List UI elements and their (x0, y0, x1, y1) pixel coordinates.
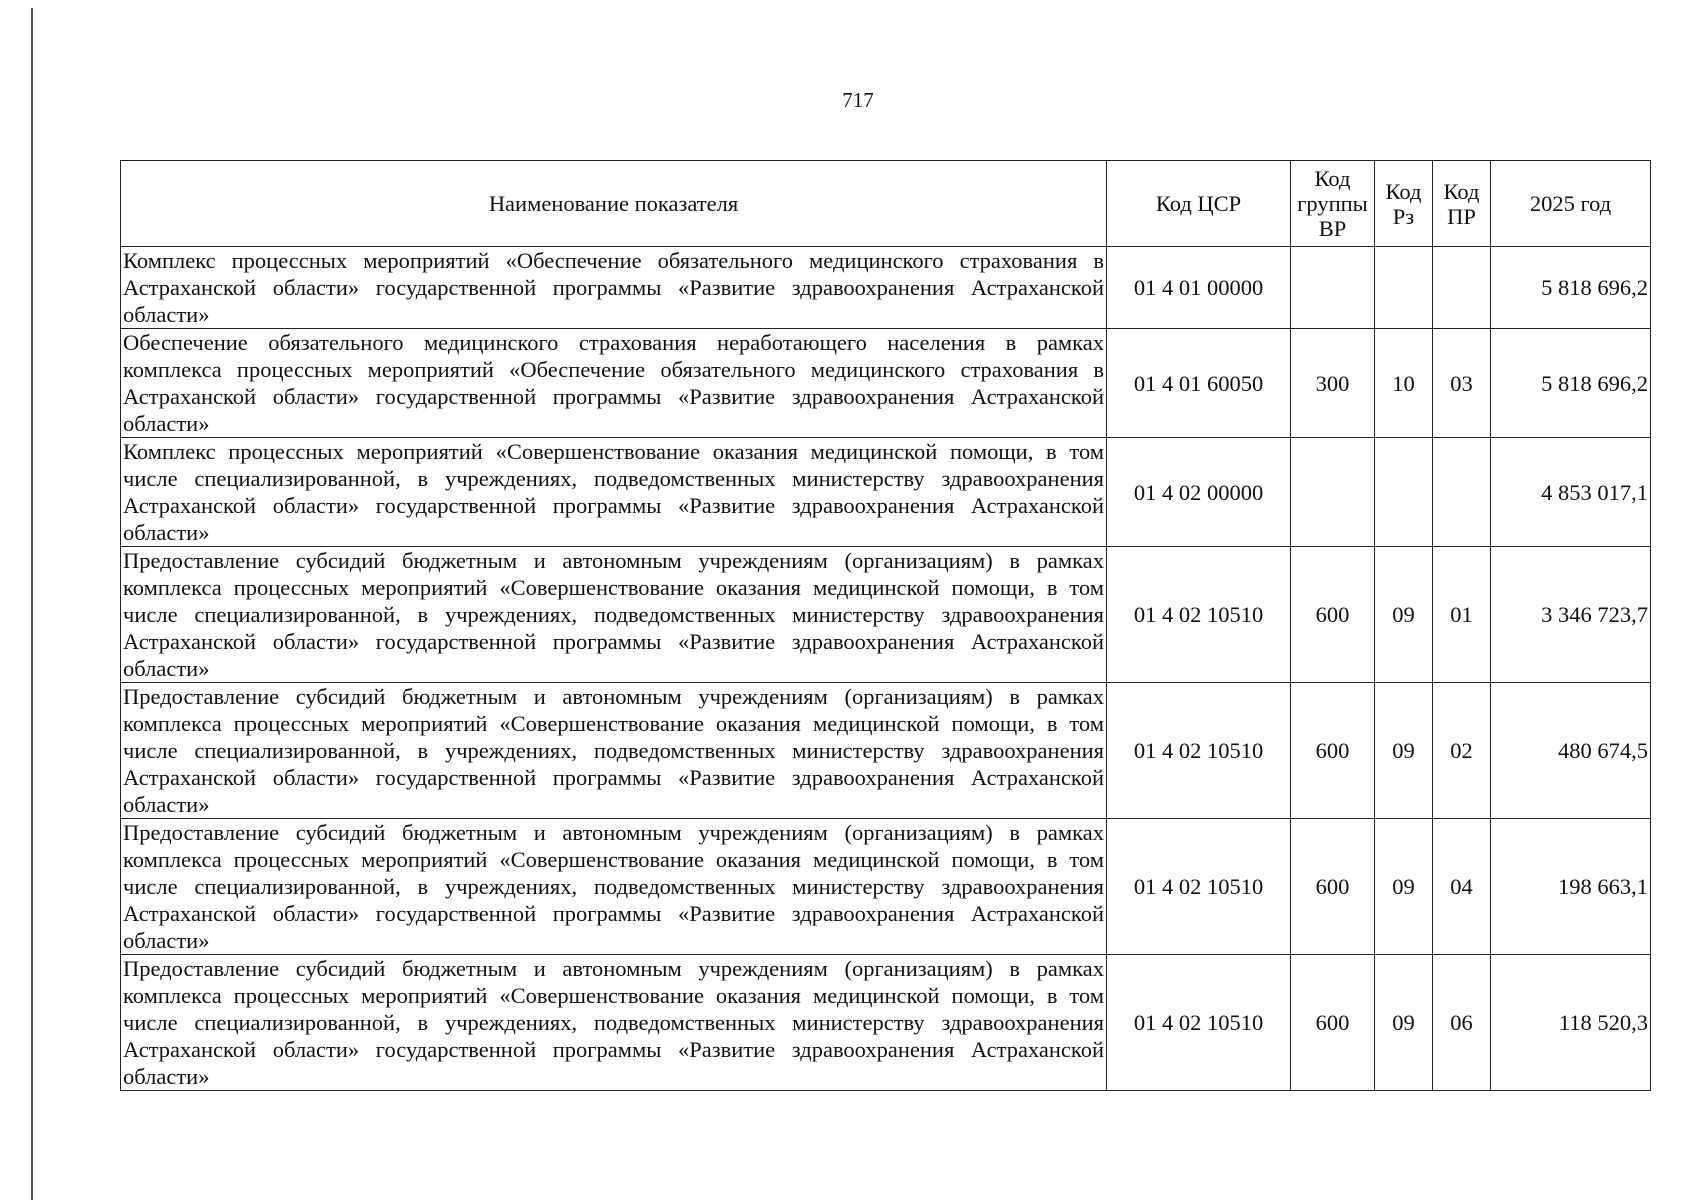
row-vr: 300 (1291, 329, 1375, 438)
row-csr: 01 4 02 00000 (1107, 438, 1291, 547)
row-pr (1433, 247, 1491, 329)
row-vr: 600 (1291, 819, 1375, 955)
table-row (121, 683, 1651, 819)
header-csr: Код ЦСР (1107, 161, 1291, 247)
page-edge-line (31, 8, 33, 1200)
row-name: Предоставление субсидий бюджетным и автономным учреждениям (организациям) в рамках комплекса процессных мероприятий «Совершенствование оказания медицинской помощи, в том числе специализированной, в учреждениях, подведомственных министерству здравоохранения Астраханской области» государственной программы «Развитие здравоохранения Астраханской области» (121, 955, 1107, 1091)
row-csr: 01 4 02 10510 (1107, 819, 1291, 955)
table-row (121, 438, 1651, 547)
row-pr: 04 (1433, 819, 1491, 955)
row-pr: 06 (1433, 955, 1491, 1091)
row-sum: 5 818 696,2 (1491, 329, 1651, 438)
header-pr: Код ПР (1433, 161, 1491, 247)
page-number: 717 (842, 88, 874, 112)
row-name: Комплекс процессных мероприятий «Совершенствование оказания медицинской помощи, в том числе специализированной, в учреждениях, подведомственных министерству здравоохранения Астраханской области» государственной программы «Развитие здравоохранения Астраханской области» (121, 438, 1107, 547)
row-sum: 5 818 696,2 (1491, 247, 1651, 329)
row-sum: 480 674,5 (1491, 683, 1651, 819)
row-sum: 118 520,3 (1491, 955, 1651, 1091)
row-csr: 01 4 01 00000 (1107, 247, 1291, 329)
row-sum: 4 853 017,1 (1491, 438, 1651, 547)
row-vr: 600 (1291, 547, 1375, 683)
row-vr (1291, 247, 1375, 329)
row-rz: 09 (1375, 955, 1433, 1091)
row-vr (1291, 438, 1375, 547)
row-pr (1433, 438, 1491, 547)
header-name: Наименование показателя (121, 161, 1107, 247)
row-csr: 01 4 02 10510 (1107, 683, 1291, 819)
row-rz (1375, 247, 1433, 329)
budget-table (120, 160, 1651, 1091)
row-name: Предоставление субсидий бюджетным и автономным учреждениям (организациям) в рамках комплекса процессных мероприятий «Совершенствование оказания медицинской помощи, в том числе специализированной, в учреждениях, подведомственных министерству здравоохранения Астраханской области» государственной программы «Развитие здравоохранения Астраханской области» (121, 819, 1107, 955)
row-rz: 09 (1375, 683, 1433, 819)
header-vr: Код группы ВР (1291, 161, 1375, 247)
row-vr: 600 (1291, 955, 1375, 1091)
table-row (121, 547, 1651, 683)
row-rz: 10 (1375, 329, 1433, 438)
row-pr: 03 (1433, 329, 1491, 438)
table-row (121, 819, 1651, 955)
row-pr: 02 (1433, 683, 1491, 819)
row-sum: 3 346 723,7 (1491, 547, 1651, 683)
table-row (121, 955, 1651, 1091)
row-sum: 198 663,1 (1491, 819, 1651, 955)
table-row (121, 247, 1651, 329)
row-rz: 09 (1375, 547, 1433, 683)
row-pr: 01 (1433, 547, 1491, 683)
table-header-row (121, 161, 1651, 247)
row-csr: 01 4 02 10510 (1107, 955, 1291, 1091)
row-name: Предоставление субсидий бюджетным и автономным учреждениям (организациям) в рамках комплекса процессных мероприятий «Совершенствование оказания медицинской помощи, в том числе специализированной, в учреждениях, подведомственных министерству здравоохранения Астраханской области» государственной программы «Развитие здравоохранения Астраханской области» (121, 683, 1107, 819)
row-name: Предоставление субсидий бюджетным и автономным учреждениям (организациям) в рамках комплекса процессных мероприятий «Совершенствование оказания медицинской помощи, в том числе специализированной, в учреждениях, подведомственных министерству здравоохранения Астраханской области» государственной программы «Развитие здравоохранения Астраханской области» (121, 547, 1107, 683)
row-rz: 09 (1375, 819, 1433, 955)
row-csr: 01 4 01 60050 (1107, 329, 1291, 438)
row-rz (1375, 438, 1433, 547)
table-row (121, 329, 1651, 438)
row-name: Комплекс процессных мероприятий «Обеспечение обязательного медицинского страхования в Астраханской области» государственной программы «Развитие здравоохранения Астраханской области» (121, 247, 1107, 329)
header-year: 2025 год (1491, 161, 1651, 247)
row-csr: 01 4 02 10510 (1107, 547, 1291, 683)
header-rz: Код Рз (1375, 161, 1433, 247)
row-name: Обеспечение обязательного медицинского страхования неработающего населения в рамках комплекса процессных мероприятий «Обеспечение обязательного медицинского страхования в Астраханской области» государственной программы «Развитие здравоохранения Астраханской области» (121, 329, 1107, 438)
row-vr: 600 (1291, 683, 1375, 819)
